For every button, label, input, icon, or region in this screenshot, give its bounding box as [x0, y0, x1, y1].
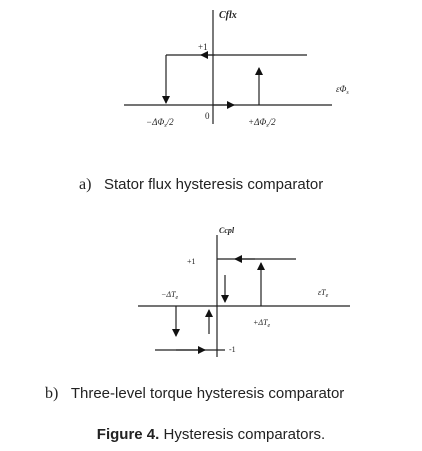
flux-origin-label: 0: [205, 111, 210, 121]
flux-plus-one-label: +1: [198, 42, 208, 52]
torque-minus-one-label: -1: [229, 345, 236, 354]
torque-y-axis-label: Ccpl: [219, 226, 235, 235]
torque-comparator-diagram: [138, 226, 350, 357]
flux-x-axis-label: $\varepsilon\Phi_s$: [336, 84, 349, 96]
caption-b: [0, 385, 422, 403]
flux-y-axis-label: Cflx: [219, 10, 237, 21]
caption-b-text: Three-level torque hysteresis comparator: [70, 385, 345, 402]
flux-comparator-diagram: [124, 10, 349, 129]
figure-caption-text: Hysteresis comparators.: [159, 426, 326, 443]
caption-a-label: a): [79, 176, 92, 193]
torque-pos-threshold-label: $+\Delta T_e$: [253, 318, 271, 329]
caption-a-text: Stator flux hysteresis comparator: [103, 176, 324, 193]
figure-caption: [0, 426, 422, 443]
torque-plus-one-label: +1: [187, 257, 196, 266]
torque-x-axis-label: $\varepsilon T_e$: [318, 288, 329, 299]
flux-pos-threshold-label: $+\Delta\Phi_s/2$: [248, 117, 276, 129]
caption-a: [0, 176, 422, 194]
caption-b-label: b): [45, 385, 59, 402]
torque-neg-threshold-label: $-\Delta T_e$: [161, 290, 179, 301]
figure-caption-label: Figure 4.: [96, 426, 160, 443]
flux-neg-threshold-label: $-\Delta\Phi_s/2$: [146, 117, 174, 129]
